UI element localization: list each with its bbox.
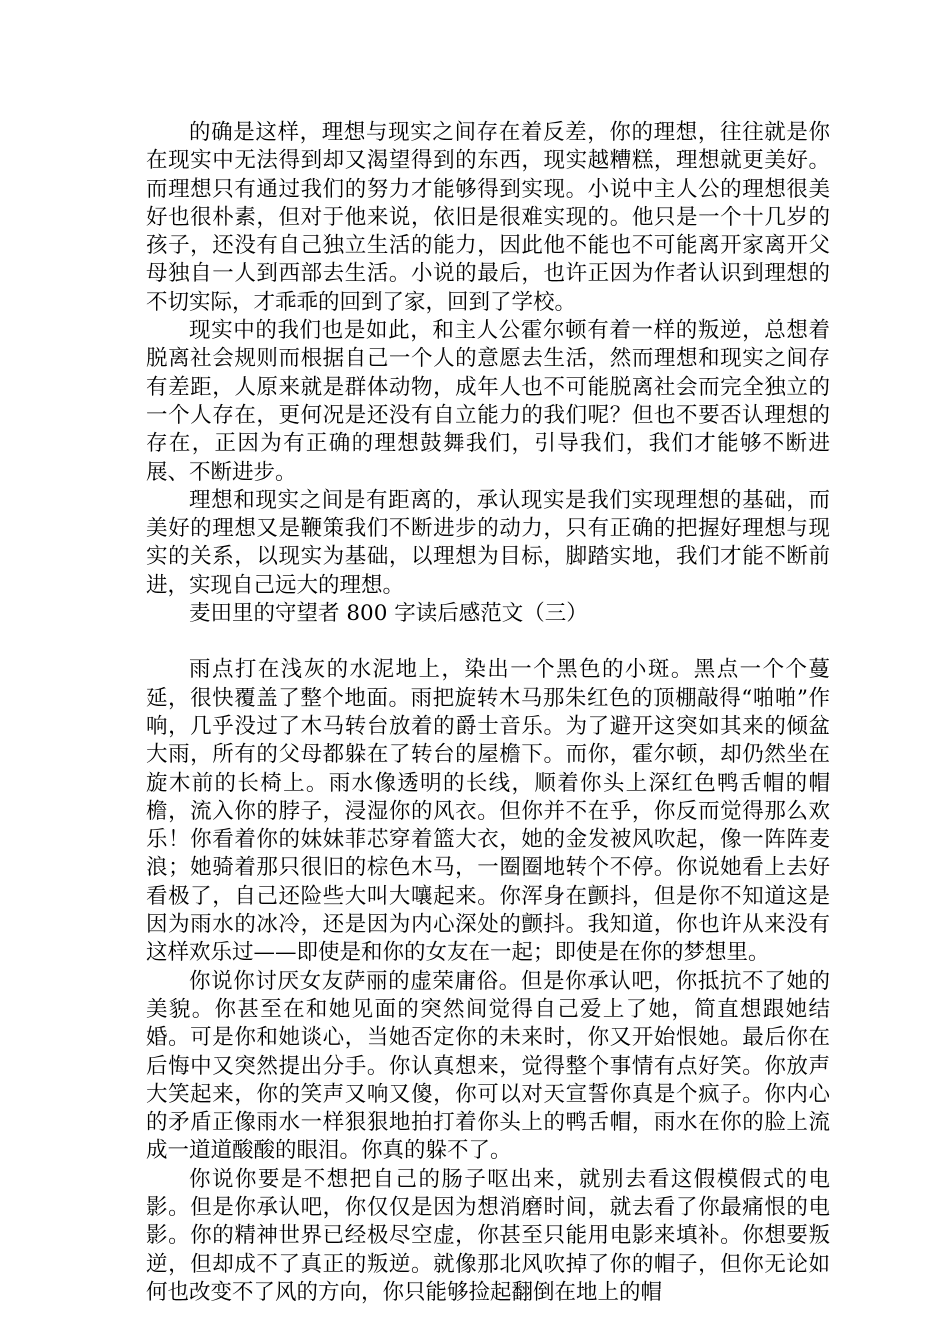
- body-paragraph: 现实中的我们也是如此，和主人公霍尔顿有着一样的叛逆，总想着脱离社会规则而根据自己一个人的意愿去生活，然而理想和现实之间存有差距，人原来就是群体动物，成年人也不可能脱离社会而完全独立的一个人存在，更何况是还没有自立能力的我们呢？但也不要否认理想的存在，正因为有正确的理想鼓舞我们，引导我们，我们才能够不断进展、不断进步。: [146, 318, 830, 485]
- body-paragraph: 雨点打在浅灰的水泥地上，染出一个黑色的小斑。黑点一个个蔓延，很快覆盖了整个地面。雨把旋转木马那朱红色的顶棚敲得“啪啪”作响，几乎没过了木马转台放着的爵士音乐。为了避开这突如其来的倾盆大雨，所有的父母都躲在了转台的屋檐下。而你，霍尔顿，却仍然坐在旋木前的长椅上。雨水像透明的长线，顺着你头上深红色鸭舌帽的帽檐，流入你的脖子，浸湿你的风衣。但你并不在乎，你反而觉得那么欢乐！你看着你的妹妹菲芯穿着篮大衣，她的金发被风吹起，像一阵阵麦浪；她骑着那只很旧的棕色木马，一圈圈地转个不停。你说她看上去好看极了，自己还险些大叫大嚷起来。你浑身在颤抖，但是你不知道这是因为雨水的冰冷，还是因为内心深处的颤抖。我知道，你也许从来没有这样欢乐过——即使是和你的女友在一起；即使是在你的梦想里。: [146, 657, 830, 966]
- body-paragraph: 你说你讨厌女友萨丽的虚荣庸俗。但是你承认吧，你抵抗不了她的美貌。你甚至在和她见面的突然间觉得自己爱上了她，简直想跟她结婚。可是你和她谈心，当她否定你的未来时，你又开始恨她。最后你在后悔中又突然提出分手。你认真想来，觉得整个事情有点好笑。你放声大笑起来，你的笑声又响又傻，你可以对天宣誓你真是个疯子。你内心的矛盾正像雨水一样狠狠地拍打着你头上的鸭舌帽，雨水在你的脸上流成一道道酸酸的眼泪。你真的躲不了。: [146, 968, 830, 1164]
- section-title: 麦田里的守望者 800 字读后感范文（三）: [189, 601, 588, 627]
- body-paragraph: 理想和现实之间是有距离的，承认现实是我们实现理想的基础，而美好的理想又是鞭策我们不断进步的动力，只有正确的把握好理想与现实的关系，以现实为基础，以理想为目标，脚踏实地，我们才能不断前进，实现自己远大的理想。: [146, 487, 830, 598]
- document-page: [146, 119, 830, 1307]
- body-paragraph: 的确是这样，理想与现实之间存在着反差，你的理想，往往就是你在现实中无法得到却又渴望得到的东西，现实越糟糕，理想就更美好。而理想只有通过我们的努力才能够得到实现。小说中主人公的理想很美好也很朴素，但对于他来说，依旧是很难实现的。他只是一个十几岁的孩子，还没有自己独立生活的能力，因此他不能也不可能离开家离开父母独自一人到西部去生活。小说的最后，也许正因为作者认识到理想的不切实际，才乖乖的回到了家，回到了学校。: [146, 120, 830, 315]
- blank-line: [146, 628, 830, 656]
- body-paragraph: 你说你要是不想把自己的肠子呕出来，就别去看这假模假式的电影。但是你承认吧，你仅仅是因为想消磨时间，就去看了你最痛恨的电影。你的精神世界已经极尽空虚，你甚至只能用电影来填补。你想要叛逆，但却成不了真正的叛逆。就像那北风吹掉了你的帽子，但你无论如何也改变不了风的方向，你只能够捡起翻倒在地上的帽: [146, 1166, 830, 1305]
